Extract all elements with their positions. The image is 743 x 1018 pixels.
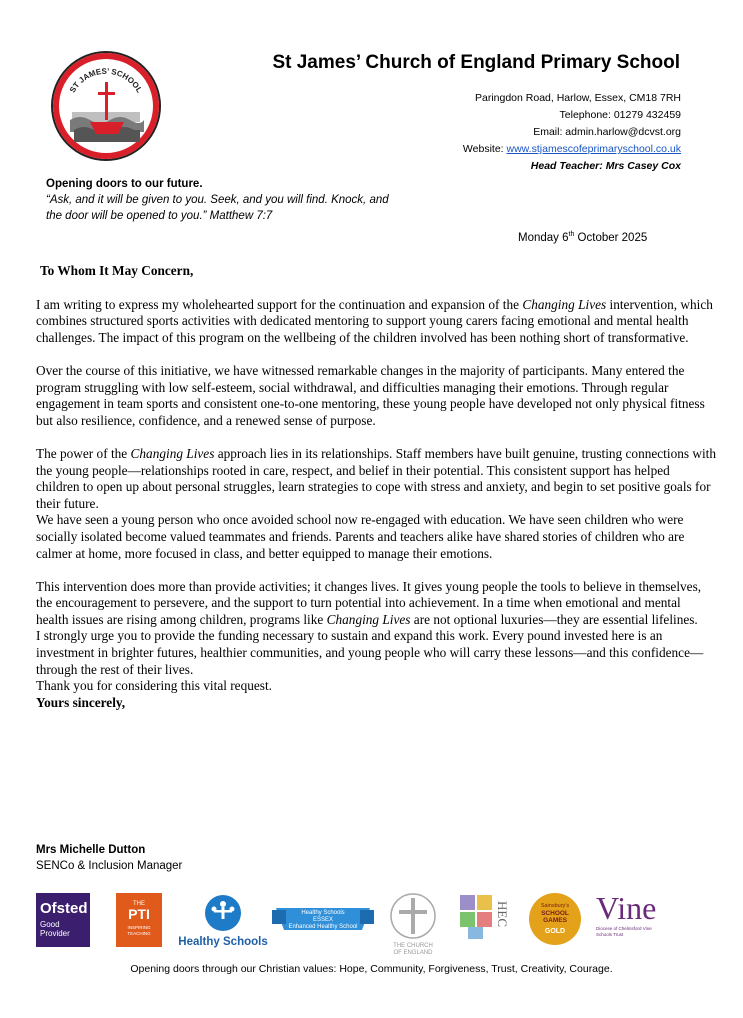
p5-text-a: This intervention does more than provide activities; it changes lives. It gives young people the tools to believe in themselves, the encouragement to persevere, and the support to turn potential into achievement. In a time when emotional and mental health issues are rising among children, programs like [36, 578, 702, 627]
p1-program-name: Changing Lives [522, 296, 607, 312]
healthy-essex-title: Healthy Schools [301, 910, 345, 916]
ofsted-provider: Provider [40, 929, 70, 938]
head-teacher-name: Mrs Casey Cox [605, 160, 681, 172]
pti-logo [116, 893, 162, 947]
p3-text-b: approach lies in its relationships. Staff members have built genuine, trusting connections with the young people—relationships rooted in care, respect, and belief in their potential. This consistent support has helped children to open up about personal struggles, learn strategies to cope with stress and anxiety, and begin to set positive goals for their future. [36, 445, 717, 511]
greeting: To Whom It May Concern, [40, 263, 194, 278]
letter-body [36, 263, 716, 711]
contact-block [463, 90, 681, 175]
ofsted-rating: Good [40, 920, 60, 929]
motto [46, 176, 446, 224]
signer-name: Mrs Michelle Dutton [36, 844, 146, 856]
telephone: Telephone: 01279 432459 [559, 109, 681, 121]
date-rest: October 2025 [574, 231, 648, 244]
ofsted-logo [36, 893, 90, 947]
church-of-england-logo [388, 892, 438, 962]
crest-text: ST JAMES’ SCHOOL [67, 66, 145, 95]
paragraph-3 [36, 446, 716, 512]
website-line [463, 141, 681, 158]
p3-program-name: Changing Lives [130, 445, 215, 461]
games-title: SCHOOL GAMES [541, 910, 569, 924]
p1-text-a: I am writing to express my wholehearted support for the continuation and expansion of the [36, 296, 523, 312]
motto-title: Opening doors to our future. [46, 178, 203, 190]
website-label: Website: [462, 143, 504, 155]
vine-subtitle: Diocese of Chelmsford Vine Schools Trust [596, 926, 652, 937]
healthy-schools-text: Healthy Schools [178, 936, 268, 948]
motto-quote-line2: the door will be opened to you.” Matthew 7:7 [46, 210, 273, 222]
ofsted-title: Ofsted [40, 900, 88, 917]
p3-text-a: The power of the [36, 445, 131, 461]
healthy-essex-county: ESSEX [312, 917, 333, 923]
church-text-1: THE CHURCH [393, 943, 433, 949]
paragraph-6: I strongly urge you to provide the funding necessary to sustain and expand this work. Every pound invested here is an investment in brighter futures, healthier communities, and young people who will carry these lessons—and this confidence—through the rest of their lives. [36, 628, 704, 677]
signer-block [36, 842, 182, 874]
school-games-logo [529, 893, 581, 945]
paragraph-7: Thank you for considering this vital request. [36, 678, 272, 694]
pti-subtitle: INSPIRING TEACHING [127, 925, 151, 936]
school-name: St James’ Church of England Primary School [272, 52, 680, 73]
signer-role: SENCo & Inclusion Manager [36, 860, 183, 872]
healthy-essex-level: Enhanced Healthy School [288, 924, 358, 930]
head-teacher-line [463, 158, 681, 175]
games-level: GOLD [544, 928, 566, 935]
date-suffix: th [568, 231, 575, 238]
pti-title: PTI [128, 906, 150, 922]
paragraph-5 [36, 579, 716, 629]
church-text-2: OF ENGLAND [393, 950, 433, 956]
paragraph-1 [36, 297, 716, 347]
vine-title: Vine [596, 890, 657, 926]
website-link[interactable]: www.stjamescofeprimaryschool.co.uk [506, 143, 681, 155]
address: Paringdon Road, Harlow, Essex, CM18 7RH [474, 92, 681, 104]
footer-values: Opening doors through our Christian values: Hope, Community, Forgiveness, Trust, Creativity, Courage. [130, 963, 613, 975]
p1-text-b: intervention, which combines structured sports activities with dedicated mentoring to support young carers facing emotional and mental health challenges. The impact of this program on the wellbeing of the children involved has been nothing short of transformative. [36, 296, 713, 345]
paragraph-4: We have seen a young person who once avoided school now re-engaged with education. We have seen children who were socially isolated become valued teammates and friends. Parents and teachers alike have shared stories of children who are calmer at home, more focused in class, and better equipped to manage their emotions. [36, 512, 685, 561]
head-teacher-label: Head Teacher: [530, 160, 603, 172]
sign-off: Yours sincerely, [36, 694, 126, 710]
healthy-schools-logo [174, 893, 272, 949]
healthy-schools-essex-logo [272, 896, 374, 942]
puzzle-icon [458, 893, 494, 941]
healthy-schools-icon [174, 893, 272, 931]
p5-text-b: are not optional luxuries—they are essential lifelines. [410, 611, 698, 627]
paragraph-2: Over the course of this initiative, we have witnessed remarkable changes in the majority of participants. Many entered the program struggling with low self-esteem, social withdrawal, and difficulties managing their emotions. Through regular engagement in team sports and consistent one-to-one mentoring, these young people have developed not only physical fitness but also resilience, confidence, and a renewed sense of purpose. [36, 362, 705, 428]
games-sponsor: Sainsbury’s [540, 903, 570, 909]
p5-program-name: Changing Lives [326, 611, 411, 627]
vine-trust-logo [596, 890, 686, 946]
letter-date [518, 231, 647, 244]
motto-quote-line1: “Ask, and it will be given to you. Seek, and you will find. Knock, and [46, 194, 389, 206]
date-day: Monday 6 [518, 231, 569, 244]
hec-logo [458, 893, 516, 945]
email: Email: admin.harlow@dcvst.org [533, 126, 681, 138]
hec-text: HEC [495, 901, 510, 927]
school-crest [50, 50, 162, 162]
pti-the: THE [133, 901, 145, 907]
church-cross-icon [389, 892, 437, 940]
